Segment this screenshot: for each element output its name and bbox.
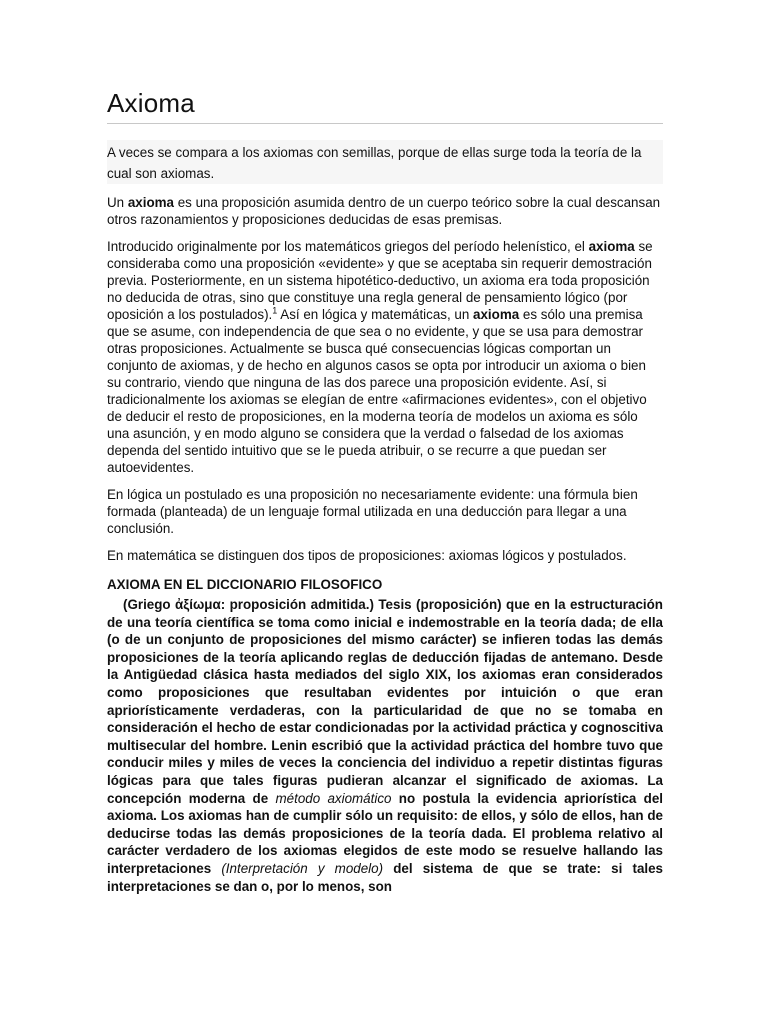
text: es sólo una premisa que se asume, con independencia de que sea o no evidente, y que se usa para demostrar otras proposiciones. Actualmente se busca qué consecuencias lógicas comportan un conjunto de axiomas, y de hecho en algunos casos se opta por introducir un axioma o bien su contrario, viendo que ninguna de las dos parece una proposición evidente. Así, si tradicionalmente los axiomas se elegían de entre «afirmaciones evidentes», con el objetivo de deducir el resto de proposiciones, en la moderna teoría de modelos un axioma es sólo una asunción, y en modo alguno se considera que la verdad o falsedad de los axiomas dependa del sentido intuitivo que se le pueda atribuir, o se recurre a que puedan ser autoevidentes. — [107, 307, 647, 475]
math-paragraph: En matemática se distinguen dos tipos de proposiciones: axiomas lógicos y postulados. — [107, 548, 627, 563]
term-axioma: axioma — [127, 195, 174, 210]
definition-paragraph — [107, 194, 663, 228]
text: se consideraba como una proposición «evidente» y que se aceptaba sin requerir demostración previa. Posteriormente, en un sistema hipotético-deductivo, un axioma era toda proposición no deducida de otras, sino que constituye una regla general de pensamiento lógico (por oposición a los postulados). — [107, 239, 653, 322]
text: Así en lógica y matemáticas, un — [277, 307, 474, 322]
term-axioma: axioma — [473, 307, 520, 322]
emphasis-interpretacion: (Interpretación y modelo) — [221, 860, 384, 876]
footnote-ref[interactable]: 1 — [272, 305, 278, 316]
text: Introducido originalmente por los matemáticos griegos del período helenístico, el — [107, 239, 589, 254]
intro-quote: A veces se compara a los axiomas con semillas, porque de ellas surge toda la teoría de la cual son axiomas. — [107, 140, 663, 184]
text: Un — [107, 195, 128, 210]
term-axioma: axioma — [588, 239, 635, 254]
emphasis-metodo-axiomatico: método axiomático — [275, 790, 392, 806]
text: (Griego ἀξίωμα: proposición admitida.) Tesis (proposición) que en la estructuración de una teoría científica se toma como inicial e indemostrable en la teoría dada; de ella (o de un conjunto de proposiciones del mismo carácter) se infieren todas las demás proposiciones de la teoría aplicando reglas de deducción fijadas de antemano. Desde la Antigüedad clásica hasta mediados del siglo XIX, los axiomas eran considerados como proposiciones que resultaban evidentes por intuición o que eran apriorísticamente verdaderas, con la particularidad de que no se tomaba en consideración el hecho de estar condicionadas por la actividad práctica y cognoscitiva multisecular del hombre. Lenin escribió que la actividad práctica del hombre tuvo que conducir miles y miles de veces la conciencia del individuo a repetir distintas figuras lógicas para que tales figuras pudieran alcanzar el significado de axiomas. La concepción moderna de — [107, 597, 663, 806]
text: del sistema de que se trate: si tales interpretaciones se dan o, por lo menos, son — [107, 860, 664, 894]
postulate-paragraph: En lógica un postulado es una proposición no necesariamente evidente: una fórmula bien formada (planteada) de un lenguaje formal utilizada en una deducción para llegar a una conclusión. — [107, 487, 638, 536]
text: no postula la evidencia apriorística del axioma. Los axiomas han de cumplir sólo un requisito: de ellos, y sólo de ellos, han de deducirse todas las demás proposiciones de la teoría dada. El problema relativo al carácter verdadero de los axiomas elegidos de este modo se resuelve hallando las interpretaciones — [107, 790, 664, 876]
section-heading: AXIOMA EN EL DICCIONARIO FILOSOFICO — [107, 577, 383, 592]
page-title: Axioma — [107, 88, 663, 124]
article-body — [107, 88, 663, 895]
dictionary-paragraph — [107, 596, 663, 895]
history-paragraph — [107, 238, 663, 476]
text: es una proposición asumida dentro de un cuerpo teórico sobre la cual descansan otros razonamientos y proposiciones deducidas de esas premisas. — [107, 195, 661, 227]
